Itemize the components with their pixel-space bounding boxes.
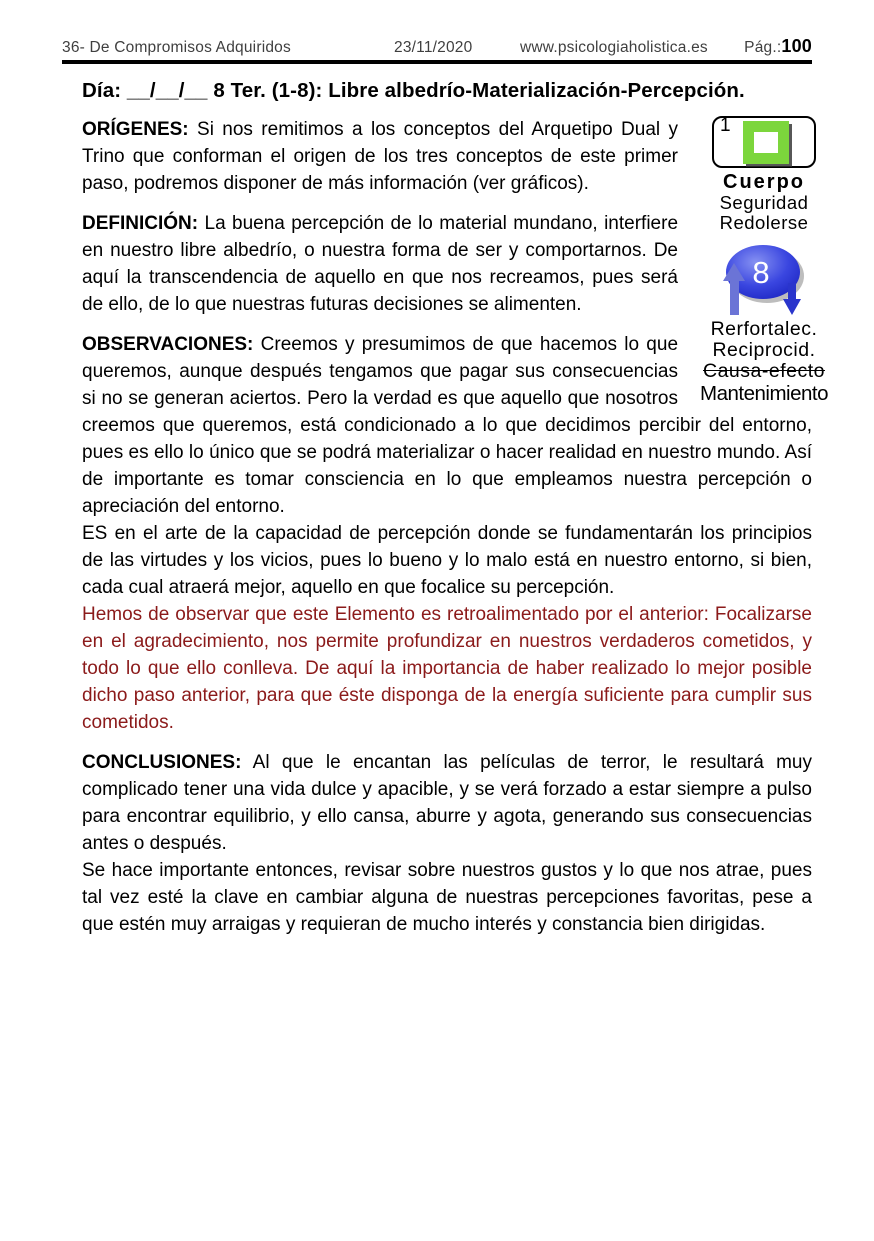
page-number: 100: [781, 36, 812, 56]
page-number-label: Pág.:: [744, 39, 782, 56]
origenes-label: ORÍGENES:: [82, 119, 189, 140]
element-cuerpo-subtitle1: Seguridad: [719, 192, 809, 213]
page-header: [62, 36, 812, 64]
conclusiones-label: CONCLUSIONES:: [82, 752, 242, 773]
definicion-label: DEFINICIÓN:: [82, 213, 199, 234]
paragraph-conclusiones: [82, 749, 812, 857]
element-cuerpo-subtitle2: Redolerse: [719, 212, 809, 233]
element-8-number: 8: [752, 255, 770, 290]
element-cuerpo-title: Cuerpo: [723, 171, 805, 193]
element-8-label3-strikethrough: Causa-efecto: [703, 360, 825, 382]
page-number-container: [744, 36, 812, 57]
header-date: 23/11/2020: [394, 39, 473, 56]
element-8-label1: Rerfortalec.: [710, 318, 818, 340]
header-website: www.psicologiaholistica.es: [520, 39, 708, 56]
element-8-sphere-icon: [690, 239, 838, 319]
element-8-label2: Reciprocid.: [712, 339, 816, 361]
element-cuerpo-icon: [712, 116, 816, 168]
conclusiones-text: Al que le encantan las películas de terror, le resultará muy complicado tener una vida dulce y apacible, y se verá forzado a estar siempre a pulso para encontrar equilibrio, y ello cansa, aburre y agota, generando sus consecuencias antes o después.: [82, 752, 812, 854]
origenes-text: Si nos remitimos a los conceptos del Arquetipo Dual y Trino que conforman el origen de los tres conceptos de este primer paso, podremos disponer de más información (ver gráficos).: [82, 119, 679, 194]
paragraph-observaciones-nota-roja: Hemos de observar que este Elemento es retroalimentado por el anterior: Focalizarse en el agradecimiento, nos permite profundizar en nuestros verdaderos cometidos, y todo lo que ello conlleva. De aquí la importancia de haber realizado lo mejor posible dicho paso anterior, para que éste disponga de la energía suficiente para cumplir sus cometidos.: [82, 604, 812, 733]
definicion-text: La buena percepción de lo material mundano, interfiere en nuestro libre albedrío, o nuestra forma de ser y comportarnos. De aquí la transcendencia de aquello en que nos recreamos, pues será de ello, de lo que nuestras futuras decisiones se alimenten.: [82, 213, 679, 315]
diagram-column: [690, 116, 838, 405]
green-square-icon: [743, 121, 789, 164]
paragraph-observaciones-2: ES en el arte de la capacidad de percepción donde se fundamentarán los principios de las virtudes y los vicios, pues lo bueno y lo malo está en nuestro entorno, si bien, cada cual atraerá mejor, aquello en que focalice su percepción.: [82, 523, 812, 598]
document-body: [82, 115, 828, 938]
observaciones-label: OBSERVACIONES:: [82, 334, 254, 355]
paragraph-conclusiones-2: Se hace importante entonces, revisar sobre nuestros gustos y lo que nos atrae, pues tal vez esté la clave en cambiar alguna de nuestras percepciones favoritas, pese a que estén muy arraigas y requieran de mucho interés y constancia bien dirigidas.: [82, 860, 812, 935]
document-title: 36- De Compromisos Adquiridos: [62, 39, 291, 56]
day-title-line: Día: __/__/__ 8 Ter. (1-8): Libre albedrío-Materialización-Percepción.: [82, 79, 745, 102]
element-cuerpo-number: 1: [720, 115, 731, 136]
element-8-label4: Mantenimiento: [700, 382, 828, 405]
observaciones-text: Creemos y presumimos de que hacemos lo que queremos, aunque después tengamos que pagar sus consecuencias si no se generan aciertos. Pero la verdad es que aquello que nosotros creemos que queremos, está condicionado a lo que decidimos percibir del entorno, pues es ello lo único que se podrá materializar o hacer realidad en nuestro mundo. Así de importante es tomar consciencia en lo que empleamos nuestra percepción o apreciación del entorno.: [82, 334, 812, 517]
